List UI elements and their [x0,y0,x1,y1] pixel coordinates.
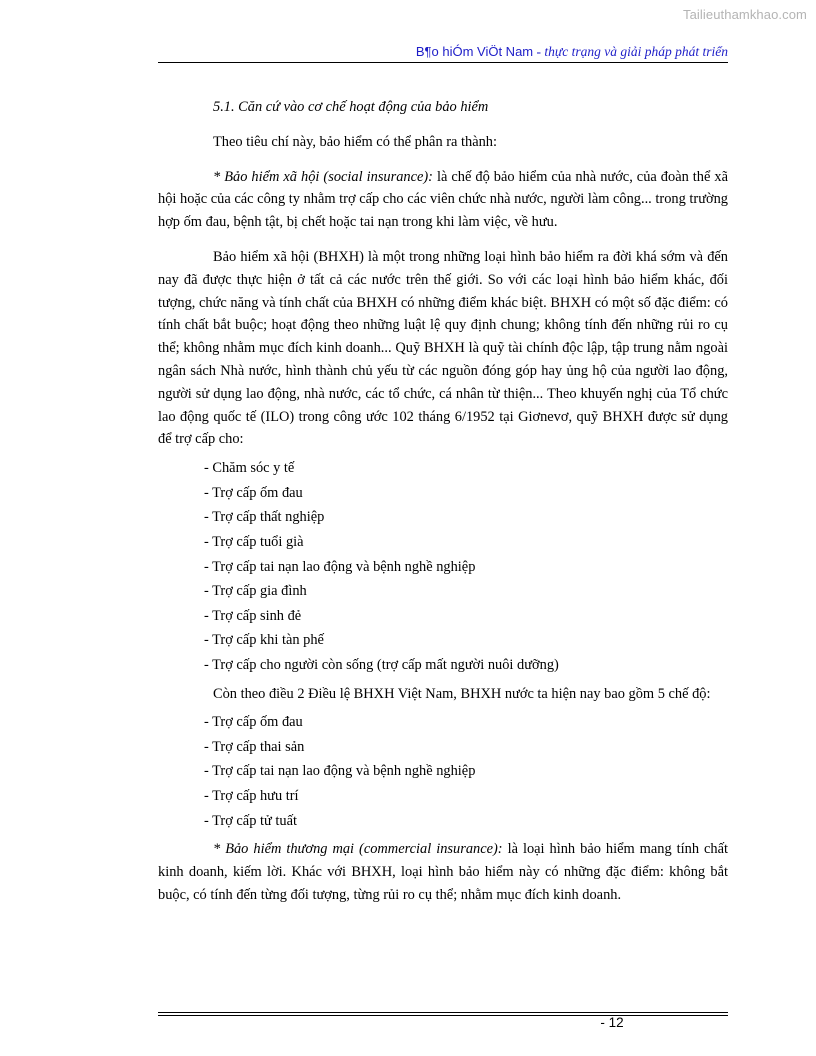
ilo-benefit-list [158,456,728,677]
social-insurance-term: * Bảo hiểm xã hội (social insurance): [213,168,433,185]
footer-divider [158,1012,728,1016]
list-item: - Trợ cấp khi tàn phế [204,632,324,649]
page-body [158,96,728,907]
social-insurance-definition: là chế độ bảo hiểm của nhà nước, của đoàn thể xã hội hoặc của các công ty nhằm trợ cấp cho các viên chức nhà nước, người làm công... trong trường hợp ốm đau, bệnh tật, bị chết hoặc tai nạn trong khi làm việc, về hưu. [158,168,728,231]
list-item: - Trợ cấp thai sản [204,738,305,755]
list-item: - Trợ cấp thất nghiệp [204,509,325,526]
list-item: - Trợ cấp cho người còn sống (trợ cấp mất người nuôi dưỡng) [204,656,559,673]
header-divider [158,62,728,63]
running-header [158,44,728,60]
list-item: - Trợ cấp tai nạn lao động và bệnh nghề nghiệp [204,763,476,780]
list-item: - Trợ cấp tuổi già [204,533,304,550]
list-item: - Chăm sóc y tế [204,460,295,477]
intro-paragraph: Theo tiêu chí này, bảo hiểm có thể phân ra thành: [213,133,497,150]
header-subtitle: - thực trạng và giải pháp phát triển [536,44,728,59]
vn-regulation-paragraph: Còn theo điều 2 Điều lệ BHXH Việt Nam, BHXH nước ta hiện nay bao gồm 5 chế độ: [213,685,711,702]
page-number: - 12 [600,1015,624,1030]
list-item: - Trợ cấp tử tuất [204,812,297,829]
commercial-insurance-term: * Bảo hiểm thương mại (commercial insurance): [213,841,503,858]
social-insurance-paragraph [158,166,728,234]
section-heading: 5.1. Căn cứ vào cơ chế hoạt động của bảo hiểm [213,99,489,115]
commercial-insurance-paragraph [158,838,728,906]
vn-benefit-list [158,710,728,833]
header-brand: B¶o hiÓm ViÖt Nam [415,44,534,59]
list-item: - Trợ cấp hưu trí [204,788,299,805]
commercial-insurance-definition: là loại hình bảo hiểm mang tính chất kinh doanh, kiếm lời. Khác với BHXH, loại hình bảo hiểm này có những đặc điểm: không bắt buộc, có tính đến từng đối tượng, từng rủi ro cụ thể; nhằm mục đích kinh doanh. [158,841,728,903]
list-item: - Trợ cấp sinh đẻ [204,607,302,624]
list-item: - Trợ cấp tai nạn lao động và bệnh nghề nghiệp [204,558,476,575]
watermark-text: Tailieuthamkhao.com [682,7,807,22]
list-item: - Trợ cấp ốm đau [204,714,303,731]
list-item: - Trợ cấp ốm đau [204,484,303,501]
list-item: - Trợ cấp gia đình [204,583,307,600]
bhxh-paragraph: Bảo hiểm xã hội (BHXH) là một trong những loại hình bảo hiểm ra đời khá sớm và đến nay đã được thực hiện ở tất cả các nước trên thế giới. So với các loại hình bảo hiểm khác, đối tượng, chức năng và tính chất của BHXH có những điểm khác biệt. BHXH có một số đặc điểm: có tính chất bắt buộc; hoạt động theo những luật lệ quy định chung; không tính đến những rủi ro cụ thể; không nhằm mục đích kinh doanh... Quỹ BHXH là quỹ tài chính độc lập, tập trung nằm ngoài ngân sách Nhà nước, hình thành chủ yếu từ các nguồn đóng góp hay ủng hộ của người lao động, người sử dụng lao động, nhà nước, các tổ chức, cá nhân từ thiện... Theo khuyến nghị của Tổ chức lao động quốc tế (ILO) trong công ước 102 tháng 6/1952 tại Giơnevơ, quỹ BHXH được sử dụng để trợ cấp cho: [158,248,728,448]
